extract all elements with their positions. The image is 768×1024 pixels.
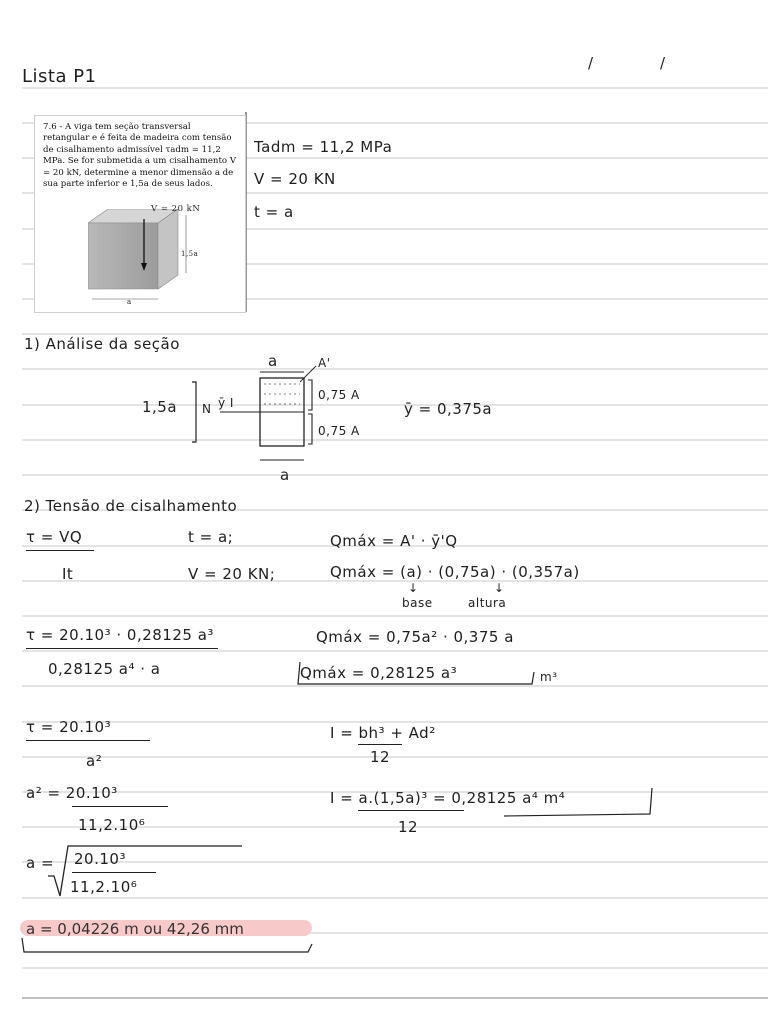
section1-heading: 1) Análise da seção (24, 335, 180, 353)
given-v: V = 20 KN (254, 170, 336, 188)
a-root-numerator: 20.10³ (74, 850, 126, 868)
inertia-formula-bar (358, 744, 402, 745)
section1-na: N (202, 402, 212, 416)
tau-simplified-numerator: τ = 20.10³ (26, 718, 112, 736)
inertia-result-bar (358, 810, 464, 811)
q-base-label: base (402, 596, 433, 610)
q-max-product: Qmáx = 0,75a² · 0,375 a (316, 628, 514, 646)
q-altura-label: altura (468, 596, 507, 610)
section1-bottom-a: a (280, 466, 290, 484)
final-answer-underline (20, 936, 316, 958)
q-altura-arrow: ↓ (494, 581, 505, 595)
tau-simplified-denominator: a² (86, 752, 103, 770)
cross-section-diagram (180, 352, 380, 480)
figure-force-label: V = 20 kN (151, 204, 201, 214)
shear-formula-bar (26, 550, 94, 551)
q-max-result-underline (296, 660, 540, 688)
q-max-definition: Qmáx = A' · ȳ'Q (330, 532, 458, 550)
shear-formula-numerator: τ = VQ (26, 528, 83, 546)
v-value: V = 20 KN; (188, 565, 276, 583)
a-squared-denominator: 11,2.10⁶ (78, 816, 146, 834)
date-mark-2: / (660, 54, 666, 72)
section1-a-prime: A' (318, 356, 331, 370)
inertia-result-denominator: 12 (398, 818, 419, 836)
inertia-result: I = a.(1,5a)³ = 0,28125 a⁴ m⁴ (330, 789, 566, 807)
q-max-unit: m³ (540, 670, 558, 684)
q-max-substitution: Qmáx = (a) · (0,75a) · (0,357a) (330, 563, 580, 581)
a-root-denominator: 11,2.10⁶ (70, 878, 138, 896)
q-base-arrow: ↓ (408, 581, 419, 595)
inertia-formula: I = bh³ + Ad² (330, 724, 436, 742)
section1-top-a: a (268, 352, 278, 370)
page-title: Lista P1 (22, 66, 97, 87)
tau-substitution-denominator: 0,28125 a⁴ · a (48, 660, 161, 678)
tau-substitution-bar (26, 648, 218, 649)
problem-text: 7.6 - A viga tem seção transversal retangular e é feita de madeira com tensão de cisalhamento admissível τadm = 11,2 MPa. Se for submetida a um cisalhamento V = 20 kN, determine a menor dimensão a de sua parte inferior e 1,5a de seus lados. (43, 122, 237, 190)
section1-d-top: 0,75 A (318, 388, 360, 402)
figure-side-label: 1,5a (181, 250, 199, 258)
given-t: t = a (254, 203, 294, 221)
tau-substitution-numerator: τ = 20.10³ · 0,28125 a³ (26, 626, 214, 644)
tau-simplified-bar (26, 740, 150, 741)
t-value: t = a; (188, 528, 234, 546)
problem-statement-box (34, 115, 246, 313)
shear-formula-denominator: It (62, 565, 74, 583)
a-squared-numerator: a² = 20.10³ (26, 784, 118, 802)
date-mark-1: / (588, 54, 594, 72)
section1-height: 1,5a (142, 398, 178, 416)
a-root-bar (72, 872, 156, 873)
section1-ybar-i: ȳ I (218, 396, 234, 410)
given-tau: Tadm = 11,2 MPa (254, 138, 393, 156)
inertia-formula-denominator: 12 (370, 748, 391, 766)
figure-bottom-label: a (127, 298, 132, 306)
final-answer: a = 0,04226 m ou 42,26 mm (26, 920, 244, 938)
section1-d-bottom: 0,75 A (318, 424, 360, 438)
section1-ybar: ȳ = 0,375a (404, 400, 493, 418)
a-squared-bar (72, 806, 168, 807)
inertia-result-underline (500, 784, 660, 820)
q-max-result: Qmáx = 0,28125 a³ (300, 664, 458, 682)
section2-heading: 2) Tensão de cisalhamento (24, 497, 238, 515)
a-root-left: a = (26, 854, 55, 872)
